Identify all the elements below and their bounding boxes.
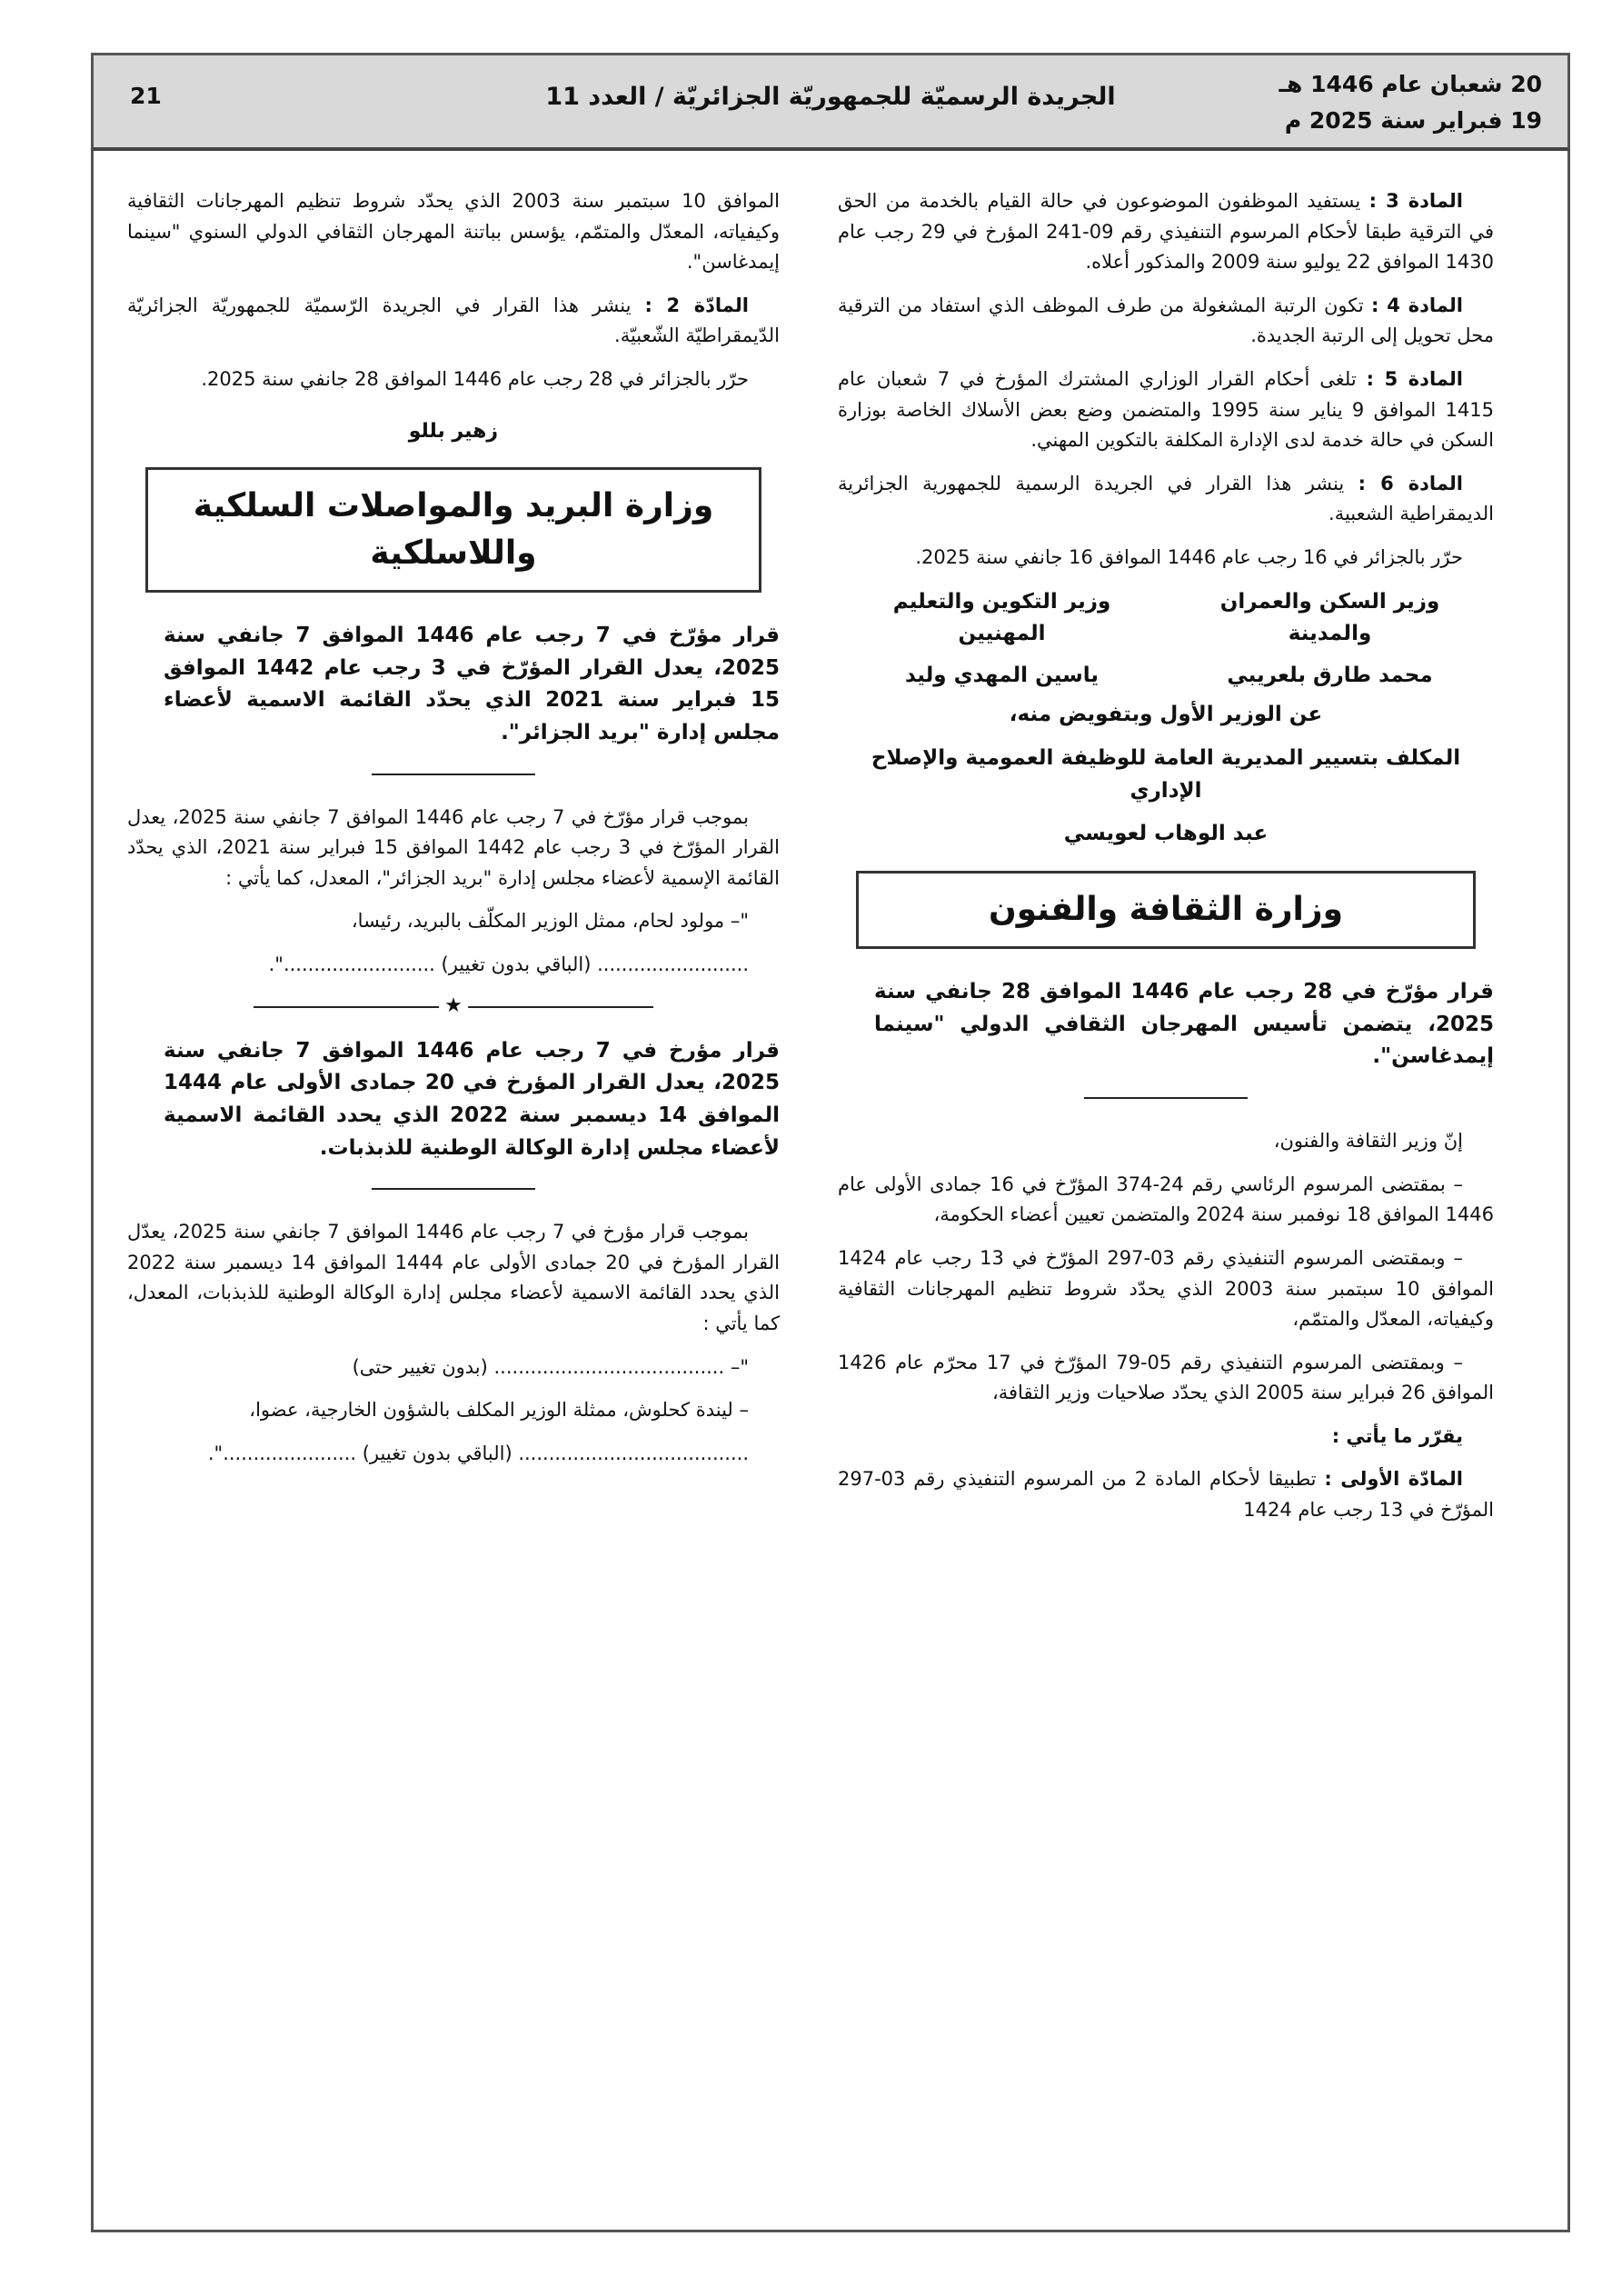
ministry-box-culture: وزارة الثقافة والفنون: [856, 871, 1476, 949]
done-at-line: حرّر بالجزائر في 16 رجب عام 1446 الموافق 16 جانفي سنة 2025.: [915, 545, 1463, 568]
article-text: ينشر هذا القرار في الجريدة الرّسميّة للجمهوريّة الجزائريّة الدّيمقراطيّة الشّعبيّة.: [127, 294, 780, 347]
visa-3: – وبمقتضى المرسوم التنفيذي رقم 05-79 المؤرّخ في 17 محرّم عام 1426 الموافق 26 فبراير سنة 2005 الذي يحدّد صلاحيات وزير الثقافة،: [838, 1351, 1494, 1404]
civil-service-signer: عبد الوهاب لعويسي: [1063, 822, 1269, 846]
article-text: تلغى أحكام القرار الوزاري المشترك المؤرخ في 7 شعبان عام 1415 الموافق 9 يناير سنة 1995 والمتضمن وضع بعض الأسلاك الخاصة بوزارة السكن في حالة خدمة لدى الإدارة المكلفة بالتكوين المهني.: [838, 367, 1494, 452]
rest-unchanged: ......................... (الباقي بدون تغيير) .........................".: [268, 953, 749, 976]
member-item: – ليندة كحلوش، ممثلة الوزير المكلف بالشؤون الخارجية، عضوا،: [249, 1399, 749, 1422]
star-separator: [254, 993, 653, 1017]
header-title: الجريدة الرسميّة للجمهوريّة الجزائريّة / العدد 11: [545, 83, 1116, 111]
article-label: المادّة الأولى :: [1324, 1468, 1463, 1491]
visa-1: – بمقتضى المرسوم الرئاسي رقم 24-374 المؤرّخ في 16 جمادى الأولى عام 1446 الموافق 18 نوفمبر سنة 2024 والمتضمن تعيين أعضاء الحكومة،: [838, 1173, 1494, 1226]
star-icon: ★: [439, 994, 468, 1018]
member-item: "– مولود لحام، ممثل الوزير المكلّف بالبريد، رئيسا،: [351, 910, 749, 933]
article-text: تطبيقا لأحكام المادة 2 من المرسوم التنفيذي رقم 03-297 المؤرّخ في 13 رجب عام 1424: [838, 1468, 1494, 1522]
civil-service-title: المكلف بتسيير المديرية العامة للوظيفة العمومية والإصلاح الإداري: [871, 746, 1461, 803]
signature-title-housing: وزير السكن والعمران والمدينة: [1219, 589, 1440, 646]
article-1: [838, 1464, 1494, 1525]
signature-name-housing: محمد طارق بلعريبي: [1227, 663, 1433, 687]
right-column: [838, 186, 1494, 1539]
article-text: تكون الرتبة المشغولة من طرف الموظف الذي استفاد من الترقية محل تحويل إلى الرتبة الجديدة.: [838, 294, 1494, 347]
article-label: المادة 3 :: [1368, 190, 1463, 212]
article-text: ينشر هذا القرار في الجريدة الرسمية للجمهورية الجزائرية الديمقراطية الشعبية.: [838, 472, 1494, 525]
article-label: المادّة 2 :: [644, 294, 749, 316]
decree-title-culture: قرار مؤرّخ في 28 رجب عام 1446 الموافق 28 جانفي سنة 2025، يتضمن تأسيس المهرجان الثقافي الدولي "سينما إيمدغاسن".: [874, 980, 1494, 1069]
decree-body-post: بموجب قرار مؤرّخ في 7 رجب عام 1446 الموافق 7 جانفي سنة 2025، يعدل القرار المؤرّخ في 3 رجب عام 1442 الموافق 15 فبراير سنة 2021، الذي يحدّد القائمة الإسمية لأعضاء مجلس إدارة "بريد الجزائر"، المعدل، كما يأتي :: [127, 805, 780, 889]
separator-rule: [372, 1188, 535, 1190]
separator-rule: [1084, 1097, 1248, 1099]
separator-rule: [372, 774, 535, 775]
article-label: المادة 5 :: [1366, 367, 1463, 390]
article-label: المادة 4 :: [1370, 294, 1463, 316]
article-4: [838, 291, 1494, 352]
article-5: [838, 364, 1494, 456]
decides-line: يقرّر ما يأتي :: [1331, 1424, 1463, 1447]
decree-body-frequencies: بموجب قرار مؤرخ في 7 رجب عام 1446 الموافق 7 جانفي سنة 2025، يعدّل القرار المؤرخ في 20 جمادى الأولى عام 1444 الموافق 14 ديسمبر سنة 2022 الذي يحدد القائمة الاسمية لأعضاء مجلس إدارة الوكالة الوطنية للذبذبات، المعدل، كما يأتي :: [127, 1221, 780, 1334]
header-date-hijri: 20 شعبان عام 1446 هـ: [1279, 71, 1542, 97]
delegation-line: عن الوزير الأول وبتفويض منه،: [1009, 703, 1323, 727]
article-6: [838, 469, 1494, 530]
header-date-gregorian: 19 فبراير سنة 2025 م: [1284, 107, 1542, 134]
signature-title-training: وزير التكوين والتعليم المهنيين: [892, 589, 1111, 646]
article-label: المادة 6 :: [1358, 472, 1463, 494]
article-3: [838, 186, 1494, 278]
article-1-continuation: الموافق 10 سبتمبر سنة 2003 الذي يحدّد شروط تنظيم المهرجانات الثقافية وكيفياته، المعدّل والمتمّم، يؤسس بباتنة المهرجان الثقافي الدولي السنوي "سينما إيمدغاسن".: [127, 190, 780, 274]
done-at-line: حرّر بالجزائر في 28 رجب عام 1446 الموافق 28 جانفي سنة 2025.: [201, 367, 749, 390]
visa-2: – وبمقتضى المرسوم التنفيذي رقم 03-297 المؤرّخ في 13 رجب عام 1424 الموافق 10 سبتمبر سنة 2003 الذي يحدّد شروط تنظيم المهرجانات الثقافية وكيفياته، المعدّل والمتمّم،: [838, 1246, 1494, 1331]
rest-unchanged: ...................................... (الباقي بدون تغيير) ......................".: [207, 1442, 749, 1464]
left-column: [127, 186, 780, 1482]
article-2: [127, 291, 780, 352]
minister-line: إنّ وزير الثقافة والفنون،: [1273, 1130, 1463, 1153]
page-header: [91, 53, 1570, 151]
culture-minister-signer: زهير بللو: [408, 419, 498, 443]
decree-title-post: قرار مؤرّخ في 7 رجب عام 1446 الموافق 7 جانفي سنة 2025، يعدل القرار المؤرّخ في 3 رجب عام 1442 الموافق 15 فبراير سنة 2021 الذي يحدّد القائمة الاسمية لأعضاء مجلس إدارة "بريد الجزائر".: [164, 624, 781, 745]
signature-titles: [838, 586, 1494, 651]
signature-name-training: ياسين المهدي وليد: [904, 663, 1100, 687]
ministry-box-post: وزارة البريد والمواصلات السلكية واللاسلكية: [145, 467, 761, 593]
signature-names: [838, 660, 1494, 693]
member-item: "– ...................................... (بدون تغيير حتى): [352, 1355, 749, 1378]
article-text: يستفيد الموظفون الموضوعون في حالة القيام بالخدمة من الحق في الترقية طبقا لأحكام المرسوم التنفيذي رقم 09-241 المؤرخ في 29 رجب عام 1430 الموافق 22 يوليو سنة 2009 والمذكور أعلاه.: [838, 190, 1494, 274]
decree-title-frequencies: قرار مؤرخ في 7 رجب عام 1446 الموافق 7 جانفي سنة 2025، يعدل القرار المؤرخ في 20 جمادى الأولى عام 1444 الموافق 14 ديسمبر سنة 2022 الذي يحدد القائمة الاسمية لأعضاء مجلس إدارة الوكالة الوطنية للذبذبات.: [164, 1038, 780, 1160]
page-number: 21: [130, 83, 162, 109]
